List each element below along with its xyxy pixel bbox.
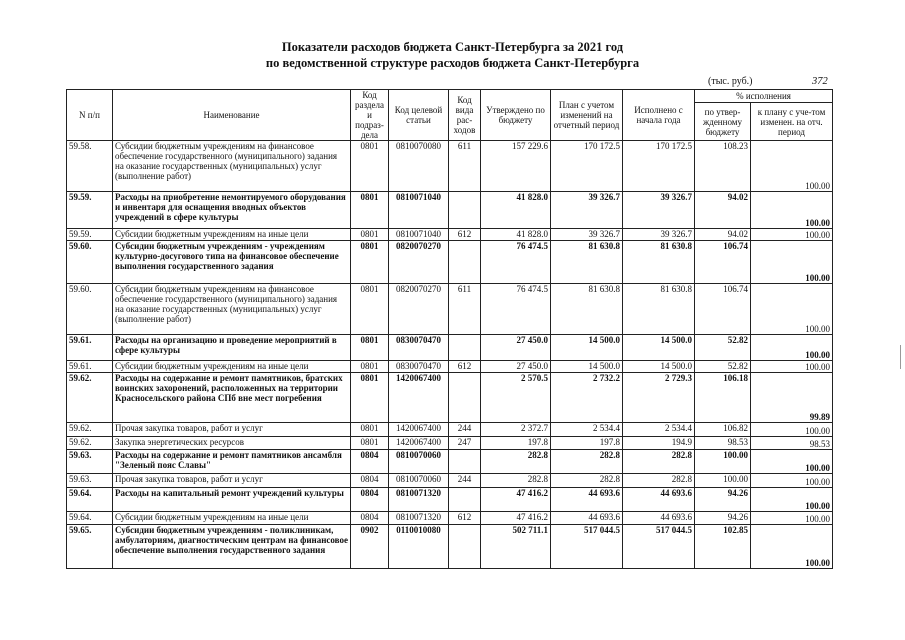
row-target-code: 0810071320	[389, 512, 449, 525]
row-plan: 197.8	[551, 437, 623, 450]
row-number: 59.62.	[67, 437, 113, 450]
table-row	[67, 450, 833, 474]
row-plan: 14 500.0	[551, 335, 623, 361]
row-name: Субсидии бюджетным учреждениям на финансовое обеспечение государственного (муниципального) задания на оказание государственных (муниципальных) услуг (выполнение работ)	[113, 284, 351, 335]
row-executed: 170 172.5	[623, 141, 695, 192]
table-row	[67, 361, 833, 373]
header-pct-plan: к плану с уче-том изменен. на отч. период	[751, 103, 833, 141]
row-name: Субсидии бюджетным учреждениям - поликлиникам, амбулаториям, диагностическим центрам на финансовое обеспечение выполнения государственного задания	[113, 525, 351, 569]
row-section-code: 0804	[351, 512, 389, 525]
row-section-code: 0801	[351, 229, 389, 241]
header-pct-group: % исполнения	[695, 90, 833, 103]
row-approved: 282.8	[481, 450, 551, 474]
row-type-code	[449, 192, 481, 229]
row-pct-approved: 94.02	[695, 192, 751, 229]
row-type-code: 612	[449, 512, 481, 525]
row-pct-approved: 106.82	[695, 423, 751, 437]
row-approved: 76 474.5	[481, 241, 551, 284]
row-name: Расходы на приобретение немонтируемого оборудования и инвентаря для оснащения вводных объектов учреждений в сфере культуры	[113, 192, 351, 229]
row-pct-plan: 100.00	[751, 450, 833, 474]
header-pct-approved: по утвер-жденному бюджету	[695, 103, 751, 141]
row-plan: 39 326.7	[551, 192, 623, 229]
row-approved: 197.8	[481, 437, 551, 450]
row-plan: 2 534.4	[551, 423, 623, 437]
row-section-code: 0801	[351, 335, 389, 361]
row-target-code: 0810070060	[389, 450, 449, 474]
row-section-code: 0902	[351, 525, 389, 569]
table-row	[67, 525, 833, 569]
row-pct-approved: 106.74	[695, 241, 751, 284]
row-executed: 517 044.5	[623, 525, 695, 569]
row-section-code: 0801	[351, 373, 389, 423]
row-pct-approved: 52.82	[695, 361, 751, 373]
row-pct-plan: 100.00	[751, 474, 833, 488]
row-target-code: 1420067400	[389, 373, 449, 423]
row-type-code	[449, 241, 481, 284]
row-name: Расходы на содержание и ремонт памятников ансамбля "Зеленый пояс Славы"	[113, 450, 351, 474]
table-row	[67, 192, 833, 229]
row-number: 59.64.	[67, 512, 113, 525]
row-pct-plan: 100.00	[751, 423, 833, 437]
row-approved: 502 711.1	[481, 525, 551, 569]
row-target-code: 0810071040	[389, 192, 449, 229]
row-target-code: 0810070060	[389, 474, 449, 488]
row-number: 59.60.	[67, 284, 113, 335]
row-number: 59.61.	[67, 361, 113, 373]
row-number: 59.59.	[67, 192, 113, 229]
row-pct-approved: 94.26	[695, 488, 751, 512]
row-executed: 2 534.4	[623, 423, 695, 437]
row-type-code: 247	[449, 437, 481, 450]
row-plan: 14 500.0	[551, 361, 623, 373]
row-plan: 81 630.8	[551, 284, 623, 335]
table-row	[67, 512, 833, 525]
row-pct-approved: 98.53	[695, 437, 751, 450]
row-target-code: 0110010080	[389, 525, 449, 569]
row-pct-plan: 100.00	[751, 192, 833, 229]
row-pct-plan: 99.89	[751, 373, 833, 423]
row-pct-plan: 100.00	[751, 525, 833, 569]
header-section: Код раздела и подраз-дела	[351, 90, 389, 141]
row-approved: 47 416.2	[481, 488, 551, 512]
budget-table	[66, 89, 833, 569]
row-approved: 76 474.5	[481, 284, 551, 335]
row-name: Субсидии бюджетным учреждениям на иные цели	[113, 512, 351, 525]
table-row	[67, 335, 833, 361]
units-label: (тыс. руб.)	[708, 76, 753, 87]
row-executed: 39 326.7	[623, 229, 695, 241]
row-approved: 282.8	[481, 474, 551, 488]
table-row	[67, 437, 833, 450]
row-type-code: 244	[449, 474, 481, 488]
row-pct-approved: 106.74	[695, 284, 751, 335]
row-target-code: 0810071320	[389, 488, 449, 512]
row-target-code: 0810070080	[389, 141, 449, 192]
row-plan: 282.8	[551, 450, 623, 474]
row-section-code: 0804	[351, 474, 389, 488]
row-type-code: 244	[449, 423, 481, 437]
row-approved: 41 828.0	[481, 192, 551, 229]
row-name: Субсидии бюджетным учреждениям на финансовое обеспечение государственного (муниципального) задания на оказание государственных (муниципальных) услуг (выполнение работ)	[113, 141, 351, 192]
header-name: Наименование	[113, 90, 351, 141]
row-number: 59.63.	[67, 450, 113, 474]
row-plan: 170 172.5	[551, 141, 623, 192]
row-pct-plan: 100.00	[751, 361, 833, 373]
header-target: Код целевой статьи	[389, 90, 449, 141]
row-executed: 282.8	[623, 474, 695, 488]
row-name: Субсидии бюджетным учреждениям на иные цели	[113, 361, 351, 373]
row-name: Прочая закупка товаров, работ и услуг	[113, 423, 351, 437]
row-type-code: 611	[449, 284, 481, 335]
row-type-code: 612	[449, 229, 481, 241]
row-number: 59.58.	[67, 141, 113, 192]
row-type-code	[449, 373, 481, 423]
row-pct-plan: 100.00	[751, 284, 833, 335]
row-target-code: 0820070270	[389, 241, 449, 284]
row-pct-plan: 100.00	[751, 241, 833, 284]
report-title-line-1: Показатели расходов бюджета Санкт-Петербурга за 2021 год	[281, 40, 624, 54]
row-type-code	[449, 488, 481, 512]
row-approved: 27 450.0	[481, 335, 551, 361]
row-name: Прочая закупка товаров, работ и услуг	[113, 474, 351, 488]
row-number: 59.61.	[67, 335, 113, 361]
table-row	[67, 241, 833, 284]
row-name: Закупка энергетических ресурсов	[113, 437, 351, 450]
row-pct-plan: 100.00	[751, 335, 833, 361]
row-executed: 14 500.0	[623, 361, 695, 373]
row-name: Субсидии бюджетным учреждениям - учреждениям культурно-досугового типа на финансовое обеспечение выполнения государственного задания	[113, 241, 351, 284]
row-type-code	[449, 450, 481, 474]
row-name: Расходы на капитальный ремонт учреждений культуры	[113, 488, 351, 512]
row-plan: 2 732.2	[551, 373, 623, 423]
row-pct-approved: 94.26	[695, 512, 751, 525]
table-row	[67, 423, 833, 437]
row-executed: 44 693.6	[623, 512, 695, 525]
header-num: N п/п	[67, 90, 113, 141]
row-number: 59.62.	[67, 373, 113, 423]
row-target-code: 1420067400	[389, 437, 449, 450]
row-number: 59.65.	[67, 525, 113, 569]
row-executed: 81 630.8	[623, 284, 695, 335]
header-type: Код вида рас-ходов	[449, 90, 481, 141]
row-section-code: 0801	[351, 423, 389, 437]
row-name: Субсидии бюджетным учреждениям на иные цели	[113, 229, 351, 241]
row-pct-approved: 106.18	[695, 373, 751, 423]
row-name: Расходы на содержание и ремонт памятников, братских воинских захоронений, расположенных на территории Красносельского района СПб вне мест погребения	[113, 373, 351, 423]
row-plan: 44 693.6	[551, 488, 623, 512]
row-plan: 44 693.6	[551, 512, 623, 525]
table-row	[67, 474, 833, 488]
row-approved: 41 828.0	[481, 229, 551, 241]
row-target-code: 0830070470	[389, 361, 449, 373]
row-approved: 47 416.2	[481, 512, 551, 525]
row-pct-approved: 100.00	[695, 450, 751, 474]
row-plan: 39 326.7	[551, 229, 623, 241]
page-number: 372	[812, 76, 828, 87]
row-pct-approved: 102.85	[695, 525, 751, 569]
row-pct-approved: 100.00	[695, 474, 751, 488]
row-number: 59.60.	[67, 241, 113, 284]
row-type-code	[449, 525, 481, 569]
row-executed: 194.9	[623, 437, 695, 450]
row-section-code: 0801	[351, 437, 389, 450]
row-target-code: 0810071040	[389, 229, 449, 241]
table-row	[67, 488, 833, 512]
header-plan: План с учетом изменений на отчетный период	[551, 90, 623, 141]
row-section-code: 0801	[351, 284, 389, 335]
row-executed: 39 326.7	[623, 192, 695, 229]
header-executed: Исполнено с начала года	[623, 90, 695, 141]
row-target-code: 0820070270	[389, 284, 449, 335]
table-row	[67, 229, 833, 241]
row-executed: 282.8	[623, 450, 695, 474]
row-target-code: 1420067400	[389, 423, 449, 437]
table-row	[67, 284, 833, 335]
row-plan: 282.8	[551, 474, 623, 488]
row-executed: 2 729.3	[623, 373, 695, 423]
row-pct-plan: 100.00	[751, 512, 833, 525]
row-executed: 14 500.0	[623, 335, 695, 361]
row-number: 59.63.	[67, 474, 113, 488]
row-pct-plan: 100.00	[751, 141, 833, 192]
row-number: 59.59.	[67, 229, 113, 241]
row-section-code: 0804	[351, 488, 389, 512]
row-approved: 2 372.7	[481, 423, 551, 437]
header-approved: Утверждено по бюджету	[481, 90, 551, 141]
row-pct-plan: 100.00	[751, 488, 833, 512]
table-row	[67, 373, 833, 423]
row-type-code	[449, 335, 481, 361]
row-pct-approved: 108.23	[695, 141, 751, 192]
row-section-code: 0804	[351, 450, 389, 474]
margin-mark	[900, 345, 901, 369]
row-section-code: 0801	[351, 141, 389, 192]
row-approved: 2 570.5	[481, 373, 551, 423]
row-name: Расходы на организацию и проведение мероприятий в сфере культуры	[113, 335, 351, 361]
row-section-code: 0801	[351, 241, 389, 284]
row-executed: 44 693.6	[623, 488, 695, 512]
row-target-code: 0830070470	[389, 335, 449, 361]
row-section-code: 0801	[351, 192, 389, 229]
report-title-line-2: по ведомственной структуре расходов бюджета Санкт-Петербурга	[265, 56, 640, 70]
row-pct-plan: 100.00	[751, 229, 833, 241]
table-row	[67, 141, 833, 192]
row-number: 59.64.	[67, 488, 113, 512]
row-section-code: 0801	[351, 361, 389, 373]
row-plan: 81 630.8	[551, 241, 623, 284]
row-pct-approved: 52.82	[695, 335, 751, 361]
row-pct-approved: 94.02	[695, 229, 751, 241]
row-type-code: 612	[449, 361, 481, 373]
row-approved: 157 229.6	[481, 141, 551, 192]
row-type-code: 611	[449, 141, 481, 192]
row-executed: 81 630.8	[623, 241, 695, 284]
row-approved: 27 450.0	[481, 361, 551, 373]
row-number: 59.62.	[67, 423, 113, 437]
row-pct-plan: 98.53	[751, 437, 833, 450]
row-plan: 517 044.5	[551, 525, 623, 569]
